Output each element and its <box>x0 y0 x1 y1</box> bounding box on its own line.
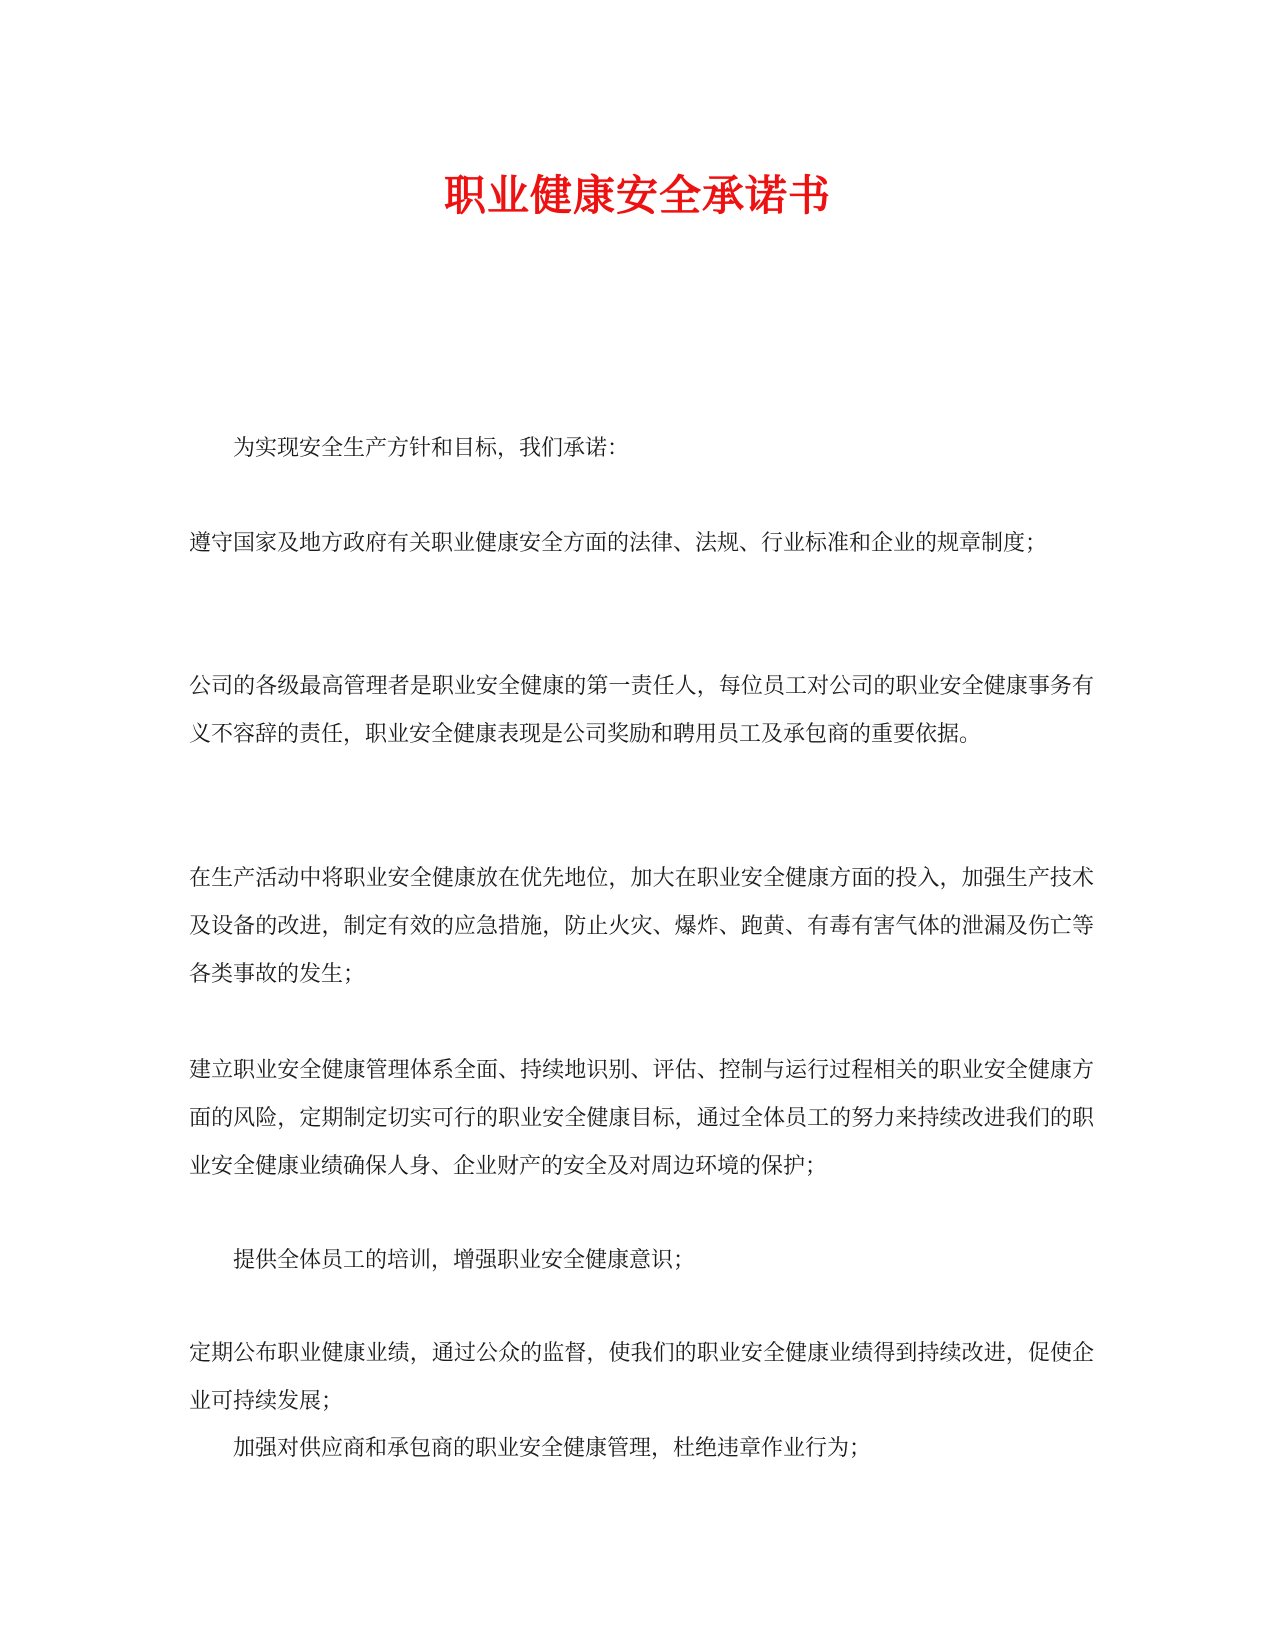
paragraph-suppliers: 加强对供应商和承包商的职业安全健康管理，杜绝违章作业行为； <box>233 1436 872 1461</box>
paragraph-responsibility: 公司的各级最高管理者是职业安全健康的第一责任人，每位员工对公司的职业安全健康事务有义不容辞的责任，职业安全健康表现是公司奖励和聘用员工及承包商的重要依据。 <box>189 674 1094 747</box>
paragraph-publish-performance: 定期公布职业健康业绩，通过公众的监督，使我们的职业安全健康业绩得到持续改进，促使企业可持续发展； <box>189 1341 1094 1414</box>
intro-paragraph: 为实现安全生产方针和目标，我们承诺： <box>233 436 630 461</box>
paragraph-priority: 在生产活动中将职业安全健康放在优先地位，加大在职业安全健康方面的投入，加强生产技术及设备的改进，制定有效的应急措施，防止火灾、爆炸、跑黄、有毒有害气体的泄漏及伤亡等各类事故的发生； <box>189 866 1094 987</box>
paragraph-training: 提供全体员工的培训，增强职业安全健康意识； <box>233 1248 696 1273</box>
paragraph-management-system: 建立职业安全健康管理体系全面、持续地识别、评估、控制与运行过程相关的职业安全健康方面的风险，定期制定切实可行的职业安全健康目标，通过全体员工的努力来持续改进我们的职业安全健康业绩确保人身、企业财产的安全及对周边环境的保护； <box>189 1058 1094 1179</box>
paragraph-laws: 遵守国家及地方政府有关职业健康安全方面的法律、法规、行业标准和企业的规章制度； <box>189 531 1048 556</box>
document-title: 职业健康安全承诺书 <box>443 171 831 220</box>
